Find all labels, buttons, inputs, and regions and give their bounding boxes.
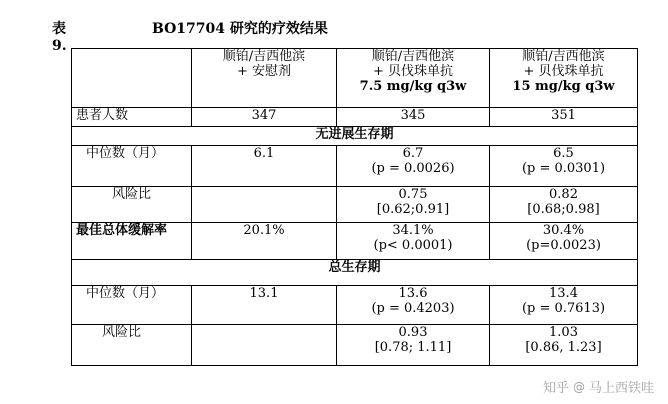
cell: 6.7 (p = 0.0026) [337, 146, 490, 187]
watermark-brand: 知乎 [542, 381, 569, 396]
row-label-os-hr: 风险比 [72, 325, 192, 366]
table-row [72, 325, 638, 366]
section-label-pfs: 无进展生存期 [72, 127, 638, 146]
table-row [72, 146, 638, 187]
table-number: 表 9. [52, 21, 67, 54]
section-label-os: 总生存期 [72, 260, 638, 286]
cell: 0.82 [0.68;0.98] [490, 187, 638, 223]
cell: 351 [490, 108, 638, 127]
watermark [543, 377, 654, 396]
cell: 1.03 [0.86, 1.23] [490, 325, 638, 366]
row-label-os-median: 中位数（月） [72, 286, 192, 325]
row-label-pfs-median: 中位数（月） [72, 146, 192, 187]
header-placebo: 顺铂/吉西他滨 + 安慰剂 [192, 49, 337, 108]
section-row-pfs [72, 127, 638, 146]
cell: 0.75 [0.62;0.91] [337, 187, 490, 223]
cell: 13.1 [192, 286, 337, 325]
header-row [72, 49, 638, 108]
cell: 34.1% (p< 0.0001) [337, 223, 490, 260]
cell: 6.1 [192, 146, 337, 187]
cell: 347 [192, 108, 337, 127]
cell: 345 [337, 108, 490, 127]
cell: 0.93 [0.78; 1.11] [337, 325, 490, 366]
table-title: BO17704 研究的疗效结果 [152, 21, 328, 37]
table-row [72, 223, 638, 260]
cell: 6.5 (p = 0.0301) [490, 146, 638, 187]
cell: 13.6 (p = 0.4203) [337, 286, 490, 325]
cell: 20.1% [192, 223, 337, 260]
table-row [72, 108, 638, 127]
row-label-pfs-hr: 风险比 [72, 187, 192, 223]
section-row-os [72, 260, 638, 286]
efficacy-table [71, 48, 638, 366]
header-bev-15: 顺铂/吉西他滨 + 贝伐珠单抗 15 mg/kg q3w [490, 49, 638, 108]
header-bev-7-5: 顺铂/吉西他滨 + 贝伐珠单抗 7.5 mg/kg q3w [337, 49, 490, 108]
at-icon: @ [572, 379, 585, 394]
table-row [72, 286, 638, 325]
cell [192, 187, 337, 223]
row-label-patients: 患者人数 [72, 108, 192, 127]
cell: 30.4% (p=0.0023) [490, 223, 638, 260]
cell: 13.4 (p = 0.7613) [490, 286, 638, 325]
header-empty-cell [72, 49, 192, 108]
watermark-handle: 马上西铁哇 [588, 381, 654, 396]
cell [192, 325, 337, 366]
row-label-orr: 最佳总体缓解率 [72, 223, 192, 260]
table-row [72, 187, 638, 223]
